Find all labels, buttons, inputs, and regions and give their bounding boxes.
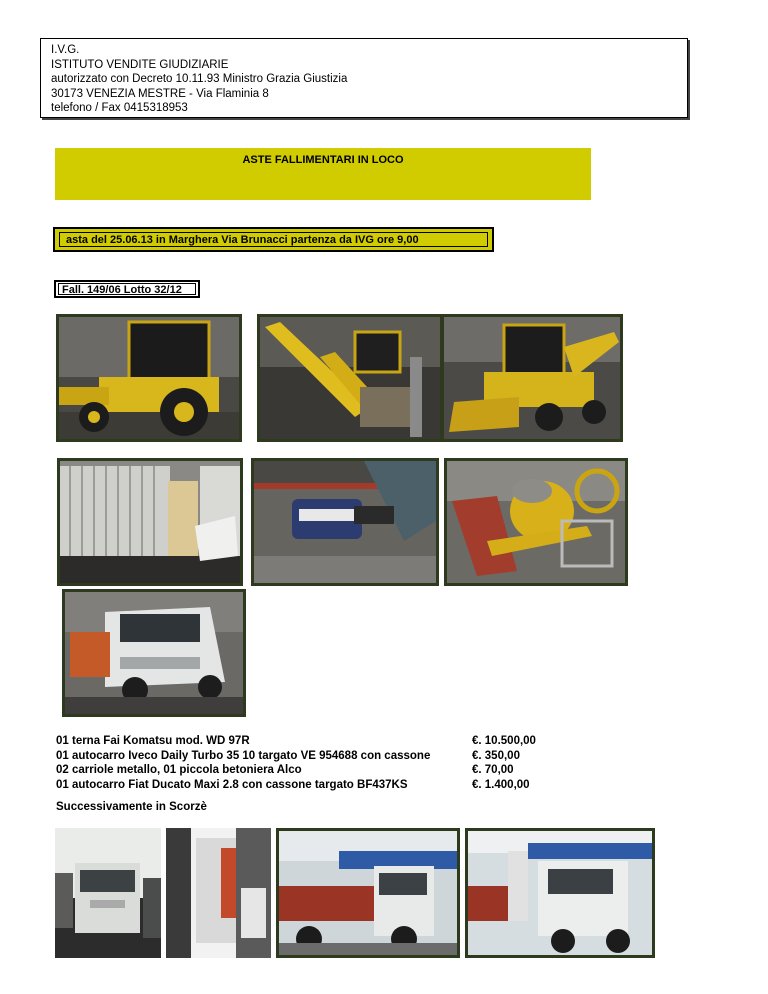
header-line-1: I.V.G.: [51, 44, 80, 56]
list-item: [56, 749, 520, 764]
header-line-3: autorizzato con Decreto 10.11.93 Ministro Grazia Giustizia: [51, 73, 348, 85]
item-description: 01 autocarro Iveco Daily Turbo 35 10 targato VE 954688 con cassone: [56, 749, 431, 762]
cement-mixer-photo: [444, 458, 628, 586]
truck-photo: [62, 589, 246, 717]
lot-box: [54, 280, 200, 298]
header-line-2: ISTITUTO VENDITE GIUDIZIARIE: [51, 58, 229, 71]
auction-text: asta del 25.06.13 in Marghera Via Brunacci partenza da IVG ore 9,00: [59, 232, 488, 247]
auction-box: [53, 227, 494, 252]
scorze-truck-1-photo: [55, 828, 161, 958]
subsequent-heading: Successivamente in Scorzè: [56, 801, 207, 813]
item-description: 01 autocarro Fiat Ducato Maxi 2.8 con cassone targato BF437KS: [56, 778, 408, 791]
scorze-tipper-photo: [276, 828, 460, 958]
list-item: [56, 763, 514, 778]
list-item: [56, 778, 530, 793]
backhoe-loader-photo: [56, 314, 242, 442]
banner-title: ASTE FALLIMENTARI IN LOCO: [242, 154, 404, 166]
items-list: [56, 734, 536, 792]
title-banner: [55, 148, 591, 200]
item-price: €. 1.400,00: [472, 778, 530, 791]
lot-text: Fall. 149/06 Lotto 32/12: [58, 283, 196, 295]
header-line-4: 30173 VENEZIA MESTRE - Via Flaminia 8: [51, 87, 269, 100]
header-box: [40, 38, 688, 118]
list-item: [56, 734, 536, 749]
scorze-crane-truck-photo: [465, 828, 655, 958]
backhoe-front-photo: [441, 314, 623, 442]
item-price: €. 70,00: [472, 764, 514, 776]
header-line-5: telefono / Fax 0415318953: [51, 102, 188, 114]
scorze-crane-photo: [166, 828, 271, 958]
item-price: €. 10.500,00: [472, 735, 536, 747]
item-description: 01 terna Fai Komatsu mod. WD 97R: [56, 735, 250, 747]
item-description: 02 carriole metallo, 01 piccola betoniera Alco: [56, 764, 302, 776]
container-photo: [57, 458, 243, 586]
outboard-motor-photo: [251, 458, 439, 586]
backhoe-arm-photo: [257, 314, 443, 442]
item-price: €. 350,00: [472, 749, 520, 762]
